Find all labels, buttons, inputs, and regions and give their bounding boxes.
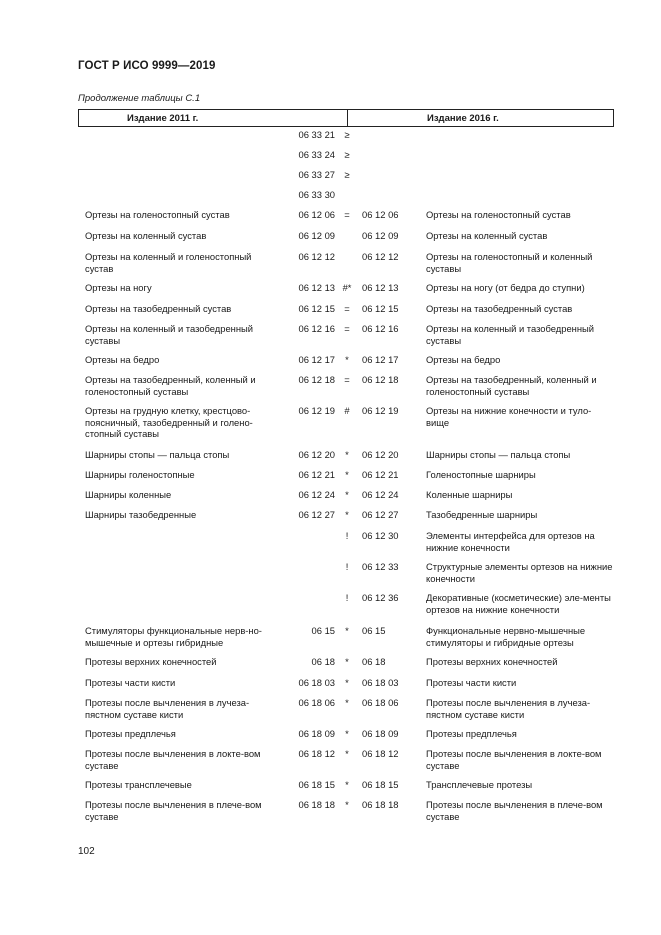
- code-2016-cell: 06 12 18: [362, 374, 399, 385]
- name-2011-cell: Ортезы на тазобедренный сустав: [85, 303, 232, 314]
- table-caption: Продолжение таблицы С.1: [78, 93, 201, 104]
- name-2016-cell: Протезы части кисти: [426, 677, 517, 688]
- table-row: [85, 592, 615, 625]
- code-2016-cell: 06 12 17: [362, 354, 399, 365]
- table-row: [85, 354, 615, 374]
- code-2016-cell: 06 18 06: [362, 697, 399, 708]
- table-row: [85, 561, 615, 592]
- name-2016-cell: Элементы интерфейса для ортезов на нижние конечности: [426, 530, 595, 553]
- code-2011-cell: 06 12 19: [298, 405, 335, 416]
- code-2016-cell: 06 12 09: [362, 230, 399, 241]
- name-2011-cell: Шарниры тазобедренные: [85, 509, 197, 520]
- table-row: [85, 282, 615, 303]
- relation-mark-cell: *: [345, 677, 349, 688]
- code-2016-cell: 06 18 18: [362, 799, 399, 810]
- code-2011-cell: 06 12 16: [298, 323, 335, 334]
- code-2011-cell: 06 12 15: [298, 303, 335, 314]
- relation-mark-cell: #*: [342, 282, 352, 293]
- name-2011-cell: Ортезы на коленный и голеностопный сустав: [85, 251, 252, 274]
- code-2016-cell: 06 12 12: [362, 251, 399, 262]
- code-2011-cell: 06 15: [311, 625, 335, 636]
- name-2016-cell: Шарниры стопы — пальца стопы: [426, 449, 571, 460]
- code-2011-cell: 06 18 06: [298, 697, 335, 708]
- code-2011-cell: 06 33 24: [298, 149, 335, 160]
- table-row: [85, 323, 615, 354]
- table-row: [85, 209, 615, 230]
- code-2016-cell: 06 12 36: [362, 592, 399, 603]
- code-2011-cell: 06 12 27: [298, 509, 335, 520]
- name-2011-cell: Ортезы на голеностопный сустав: [85, 209, 230, 220]
- column-header-2011: Издание 2011 г.: [127, 113, 199, 124]
- code-2016-cell: 06 12 30: [362, 530, 399, 541]
- code-2011-cell: 06 12 18: [298, 374, 335, 385]
- code-2016-cell: 06 18 15: [362, 779, 399, 790]
- name-2016-cell: Трансплечевые протезы: [426, 779, 533, 790]
- code-2016-cell: 06 18 09: [362, 728, 399, 739]
- table-row: [85, 169, 615, 189]
- name-2011-cell: Ортезы на тазобедренный, коленный и голеностопный суставы: [85, 374, 256, 397]
- relation-mark-cell: !: [345, 530, 349, 541]
- code-2016-cell: 06 12 19: [362, 405, 399, 416]
- code-2011-cell: 06 33 27: [298, 169, 335, 180]
- name-2016-cell: Протезы после вычленения в лучеза-пястном суставе кисти: [426, 697, 591, 720]
- name-2016-cell: Ортезы на бедро: [426, 354, 501, 365]
- table-row: [85, 374, 615, 405]
- relation-mark-cell: *: [345, 779, 349, 790]
- name-2016-cell: Коленные шарниры: [426, 489, 513, 500]
- table-row: [85, 799, 615, 830]
- document-title: ГОСТ Р ИСО 9999—2019: [78, 60, 216, 72]
- relation-mark-cell: *: [345, 489, 349, 500]
- code-2016-cell: 06 18 03: [362, 677, 399, 688]
- relation-mark-cell: *: [345, 509, 349, 520]
- table-row: [85, 697, 615, 728]
- code-2016-cell: 06 12 15: [362, 303, 399, 314]
- name-2011-cell: Стимуляторы функциональные нерв-но-мышечные и ортезы гибридные: [85, 625, 262, 648]
- name-2011-cell: Шарниры голеностопные: [85, 469, 195, 480]
- name-2016-cell: Ортезы на голеностопный сустав: [426, 209, 571, 220]
- relation-mark-cell: !: [345, 592, 349, 603]
- code-2011-cell: 06 12 12: [298, 251, 335, 262]
- code-2011-cell: 06 33 21: [298, 129, 335, 140]
- code-2011-cell: 06 12 13: [298, 282, 335, 293]
- relation-mark-cell: *: [345, 449, 349, 460]
- table-row: [85, 625, 615, 656]
- name-2011-cell: Протезы после вычленения в локте-вом суставе: [85, 748, 261, 771]
- relation-mark-cell: *: [345, 656, 349, 667]
- table-row: [85, 251, 615, 282]
- relation-mark-cell: ≥: [344, 129, 350, 140]
- code-2011-cell: 06 18 03: [298, 677, 335, 688]
- code-2011-cell: 06 12 17: [298, 354, 335, 365]
- relation-mark-cell: ≥: [344, 149, 350, 160]
- code-2016-cell: 06 12 33: [362, 561, 399, 572]
- table-row: [85, 303, 615, 323]
- code-2016-cell: 06 12 27: [362, 509, 399, 520]
- table-row: [85, 129, 615, 149]
- name-2011-cell: Протезы после вычленения в плече-вом суставе: [85, 799, 262, 822]
- name-2016-cell: Ортезы на ногу (от бедра до ступни): [426, 282, 585, 293]
- table-body: [85, 129, 615, 830]
- relation-mark-cell: =: [344, 209, 350, 220]
- table-row: [85, 748, 615, 779]
- relation-mark-cell: *: [345, 697, 349, 708]
- relation-mark-cell: #: [344, 405, 350, 416]
- table-row: [85, 509, 615, 530]
- name-2011-cell: Ортезы на ногу: [85, 282, 152, 293]
- name-2011-cell: Шарниры коленные: [85, 489, 172, 500]
- table-row: [85, 728, 615, 748]
- name-2016-cell: Тазобедренные шарниры: [426, 509, 538, 520]
- table-row: [85, 779, 615, 799]
- code-2011-cell: 06 12 20: [298, 449, 335, 460]
- code-2016-cell: 06 12 16: [362, 323, 399, 334]
- code-2011-cell: 06 12 21: [298, 469, 335, 480]
- name-2016-cell: Голеностопные шарниры: [426, 469, 536, 480]
- table-row: [85, 149, 615, 169]
- table-row: [85, 230, 615, 251]
- code-2011-cell: 06 12 24: [298, 489, 335, 500]
- name-2011-cell: Ортезы на коленный сустав: [85, 230, 207, 241]
- relation-mark-cell: =: [344, 374, 350, 385]
- column-header-2016: Издание 2016 г.: [427, 113, 499, 124]
- table-row: [85, 656, 615, 677]
- name-2011-cell: Протезы предплечья: [85, 728, 176, 739]
- name-2016-cell: Ортезы на коленный и тазобедренный суставы: [426, 323, 595, 346]
- code-2011-cell: 06 33 30: [298, 189, 335, 200]
- name-2016-cell: Ортезы на нижние конечности и туло-вище: [426, 405, 592, 428]
- code-2011-cell: 06 18: [311, 656, 335, 667]
- page-number: 102: [78, 846, 95, 857]
- name-2016-cell: Ортезы на тазобедренный сустав: [426, 303, 573, 314]
- name-2016-cell: Функциональные нервно-мышечные стимуляторы и гибридные ортезы: [426, 625, 586, 648]
- code-2011-cell: 06 18 18: [298, 799, 335, 810]
- code-2016-cell: 06 18 12: [362, 748, 399, 759]
- name-2016-cell: Ортезы на голеностопный и коленный суставы: [426, 251, 593, 274]
- table-row: [85, 469, 615, 489]
- code-2011-cell: 06 18 12: [298, 748, 335, 759]
- name-2016-cell: Протезы после вычленения в локте-вом суставе: [426, 748, 602, 771]
- code-2016-cell: 06 15: [362, 625, 386, 636]
- code-2016-cell: 06 12 24: [362, 489, 399, 500]
- name-2011-cell: Протезы части кисти: [85, 677, 176, 688]
- code-2016-cell: 06 12 13: [362, 282, 399, 293]
- relation-mark-cell: *: [345, 748, 349, 759]
- name-2011-cell: Ортезы на коленный и тазобедренный суставы: [85, 323, 254, 346]
- name-2016-cell: Ортезы на коленный сустав: [426, 230, 548, 241]
- name-2011-cell: Ортезы на грудную клетку, крестцово-поясничный, тазобедренный и голено-стопный суставы: [85, 405, 253, 439]
- relation-mark-cell: *: [345, 469, 349, 480]
- code-2011-cell: 06 18 09: [298, 728, 335, 739]
- code-2011-cell: 06 12 06: [298, 209, 335, 220]
- name-2016-cell: Протезы верхних конечностей: [426, 656, 558, 667]
- table-row: [85, 530, 615, 561]
- name-2011-cell: Протезы верхних конечностей: [85, 656, 217, 667]
- name-2011-cell: Ортезы на бедро: [85, 354, 160, 365]
- name-2016-cell: Декоративные (косметические) эле-менты ортезов на нижние конечности: [426, 592, 611, 615]
- name-2011-cell: Шарниры стопы — пальца стопы: [85, 449, 230, 460]
- relation-mark-cell: *: [345, 728, 349, 739]
- relation-mark-cell: *: [345, 799, 349, 810]
- relation-mark-cell: =: [344, 323, 350, 334]
- name-2016-cell: Ортезы на тазобедренный, коленный и голеностопный суставы: [426, 374, 597, 397]
- table-row: [85, 677, 615, 697]
- table-header: [78, 109, 614, 127]
- table-row: [85, 489, 615, 509]
- relation-mark-cell: !: [345, 561, 349, 572]
- code-2011-cell: 06 12 09: [298, 230, 335, 241]
- relation-mark-cell: =: [344, 303, 350, 314]
- name-2016-cell: Протезы предплечья: [426, 728, 517, 739]
- relation-mark-cell: *: [345, 354, 349, 365]
- table-row: [85, 189, 615, 209]
- header-divider: [347, 110, 348, 126]
- table-row: [85, 449, 615, 469]
- code-2016-cell: 06 12 20: [362, 449, 399, 460]
- name-2011-cell: Протезы после вычленения в лучеза-пястном суставе кисти: [85, 697, 250, 720]
- code-2016-cell: 06 12 21: [362, 469, 399, 480]
- relation-mark-cell: *: [345, 625, 349, 636]
- name-2016-cell: Протезы после вычленения в плече-вом суставе: [426, 799, 603, 822]
- relation-mark-cell: ≥: [344, 169, 350, 180]
- name-2011-cell: Протезы трансплечевые: [85, 779, 192, 790]
- code-2016-cell: 06 12 06: [362, 209, 399, 220]
- name-2016-cell: Структурные элементы ортезов на нижние конечности: [426, 561, 613, 584]
- code-2016-cell: 06 18: [362, 656, 386, 667]
- code-2011-cell: 06 18 15: [298, 779, 335, 790]
- table-row: [85, 405, 615, 449]
